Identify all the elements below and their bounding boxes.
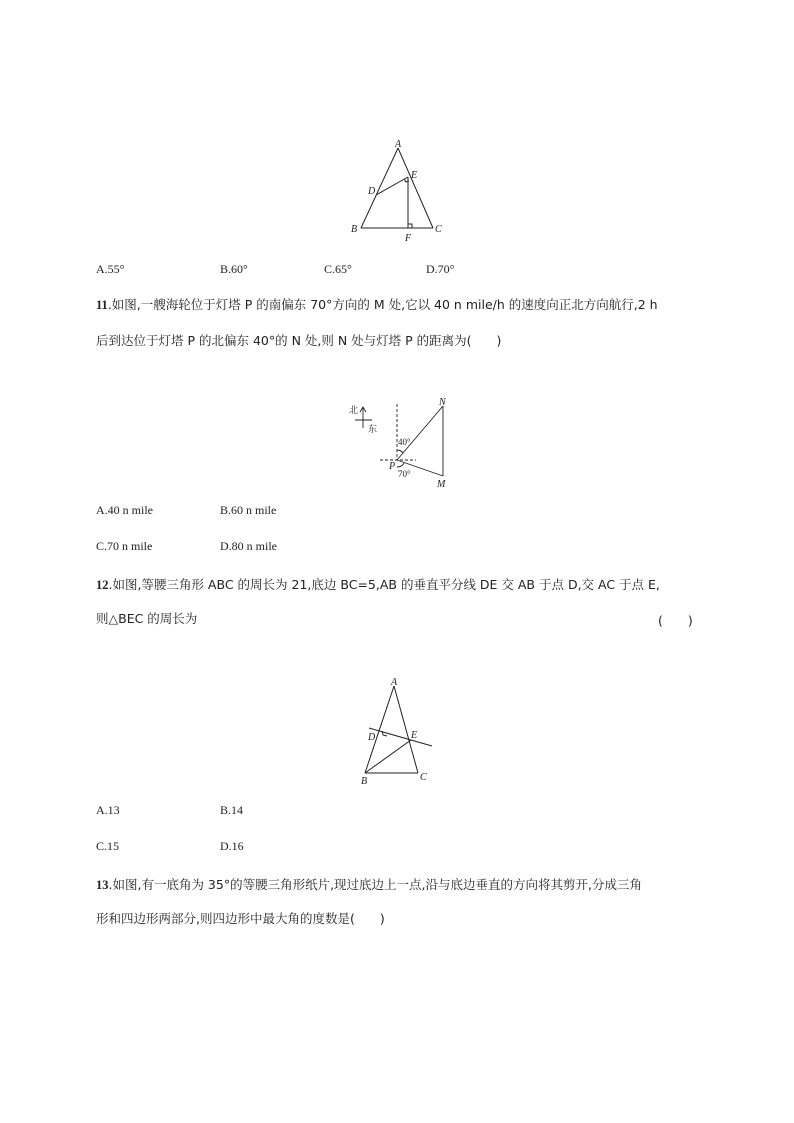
- q11-options-row-1: [96, 503, 696, 519]
- q11-text-1: .如图,一艘海轮位于灯塔 P 的南偏东 70°方向的 M 处,它以 40 n mile/h 的速度向正北方向航行,2 h: [107, 297, 658, 312]
- lighthouse-diagram: [340, 394, 460, 494]
- q12-text-1: .如图,等腰三角形 ABC 的周长为 21,底边 BC=5,AB 的垂直平分线 DE 交 AB 于点 D,交 AC 于点 E,: [108, 577, 660, 592]
- q13-text-1: .如图,有一底角为 35°的等腰三角形纸片,现过底边上一点,沿与底边垂直的方向将其剪开,分成三角: [108, 877, 642, 892]
- arc-40: [397, 450, 403, 453]
- label-a: A: [391, 677, 398, 688]
- side-ab: [365, 686, 394, 773]
- q13-line-1: [96, 868, 642, 902]
- label-c: C: [420, 772, 427, 783]
- q12-option-b[interactable]: B.14: [220, 803, 244, 817]
- q12-answer-paren[interactable]: ( ): [658, 613, 693, 628]
- label-b: B: [351, 224, 358, 235]
- q10-option-d[interactable]: D.70°: [426, 262, 455, 276]
- q11-options-row-2: [96, 539, 696, 555]
- label-p: P: [389, 461, 396, 472]
- label-f: F: [405, 233, 412, 244]
- q11-number: 11: [96, 298, 108, 312]
- figure-q11: [340, 394, 460, 494]
- figure-q12: [355, 678, 445, 788]
- figure-q10: [345, 138, 455, 248]
- q12-options-row-1: [96, 803, 696, 819]
- label-e: E: [411, 170, 418, 181]
- label-n: N: [439, 397, 446, 408]
- q10-option-b[interactable]: B.60°: [220, 262, 248, 276]
- q12-line-2: 则△BEC 的周长为: [96, 611, 198, 626]
- label-d: D: [368, 732, 376, 743]
- q12-number: 12: [96, 578, 109, 592]
- isosceles-triangle-diagram: [355, 678, 445, 788]
- q11-line-1: [96, 288, 658, 322]
- label-a: A: [395, 139, 402, 150]
- label-angle-40: 40°: [398, 437, 411, 447]
- arc-70: [397, 463, 404, 467]
- label-b: B: [361, 776, 368, 787]
- label-m: M: [437, 479, 446, 490]
- q11-option-a[interactable]: A.40 n mile: [96, 503, 153, 517]
- label-e: E: [411, 730, 418, 741]
- label-c: C: [435, 224, 442, 235]
- side-ac: [398, 148, 433, 228]
- q10-options: [96, 262, 696, 278]
- segment-pn: [397, 406, 443, 460]
- label-north: 北: [349, 406, 359, 416]
- q13-line-2: 形和四边形两部分,则四边形中最大角的度数是( ): [96, 911, 385, 926]
- q12-option-d[interactable]: D.16: [220, 839, 244, 853]
- label-angle-70: 70°: [398, 469, 411, 479]
- q10-option-c[interactable]: C.65°: [324, 262, 352, 276]
- q10-option-a[interactable]: A.55°: [96, 262, 125, 276]
- q12-option-a[interactable]: A.13: [96, 803, 120, 817]
- q13-number: 13: [96, 878, 109, 892]
- question-13: [96, 868, 706, 938]
- q12-options-row-2: [96, 839, 696, 855]
- side-ab: [361, 148, 398, 228]
- question-11: [96, 288, 706, 358]
- q12-option-c[interactable]: C.15: [96, 839, 120, 853]
- perpendicular-bisector-de: [369, 728, 432, 746]
- label-d: D: [368, 186, 376, 197]
- q11-line-2: 后到达位于灯塔 P 的北偏东 40°的 N 处,则 N 处与灯塔 P 的距离为( ): [96, 333, 502, 348]
- triangle-abc-diagram: [345, 138, 455, 248]
- right-angle-mark-f: [408, 224, 412, 228]
- q11-option-b[interactable]: B.60 n mile: [220, 503, 277, 517]
- q12-line-1: [96, 568, 660, 602]
- q11-option-c[interactable]: C.70 n mile: [96, 539, 153, 553]
- label-east: 东: [368, 425, 378, 435]
- segment-be: [365, 740, 411, 773]
- question-12: [96, 568, 706, 638]
- q11-option-d[interactable]: D.80 n mile: [220, 539, 277, 553]
